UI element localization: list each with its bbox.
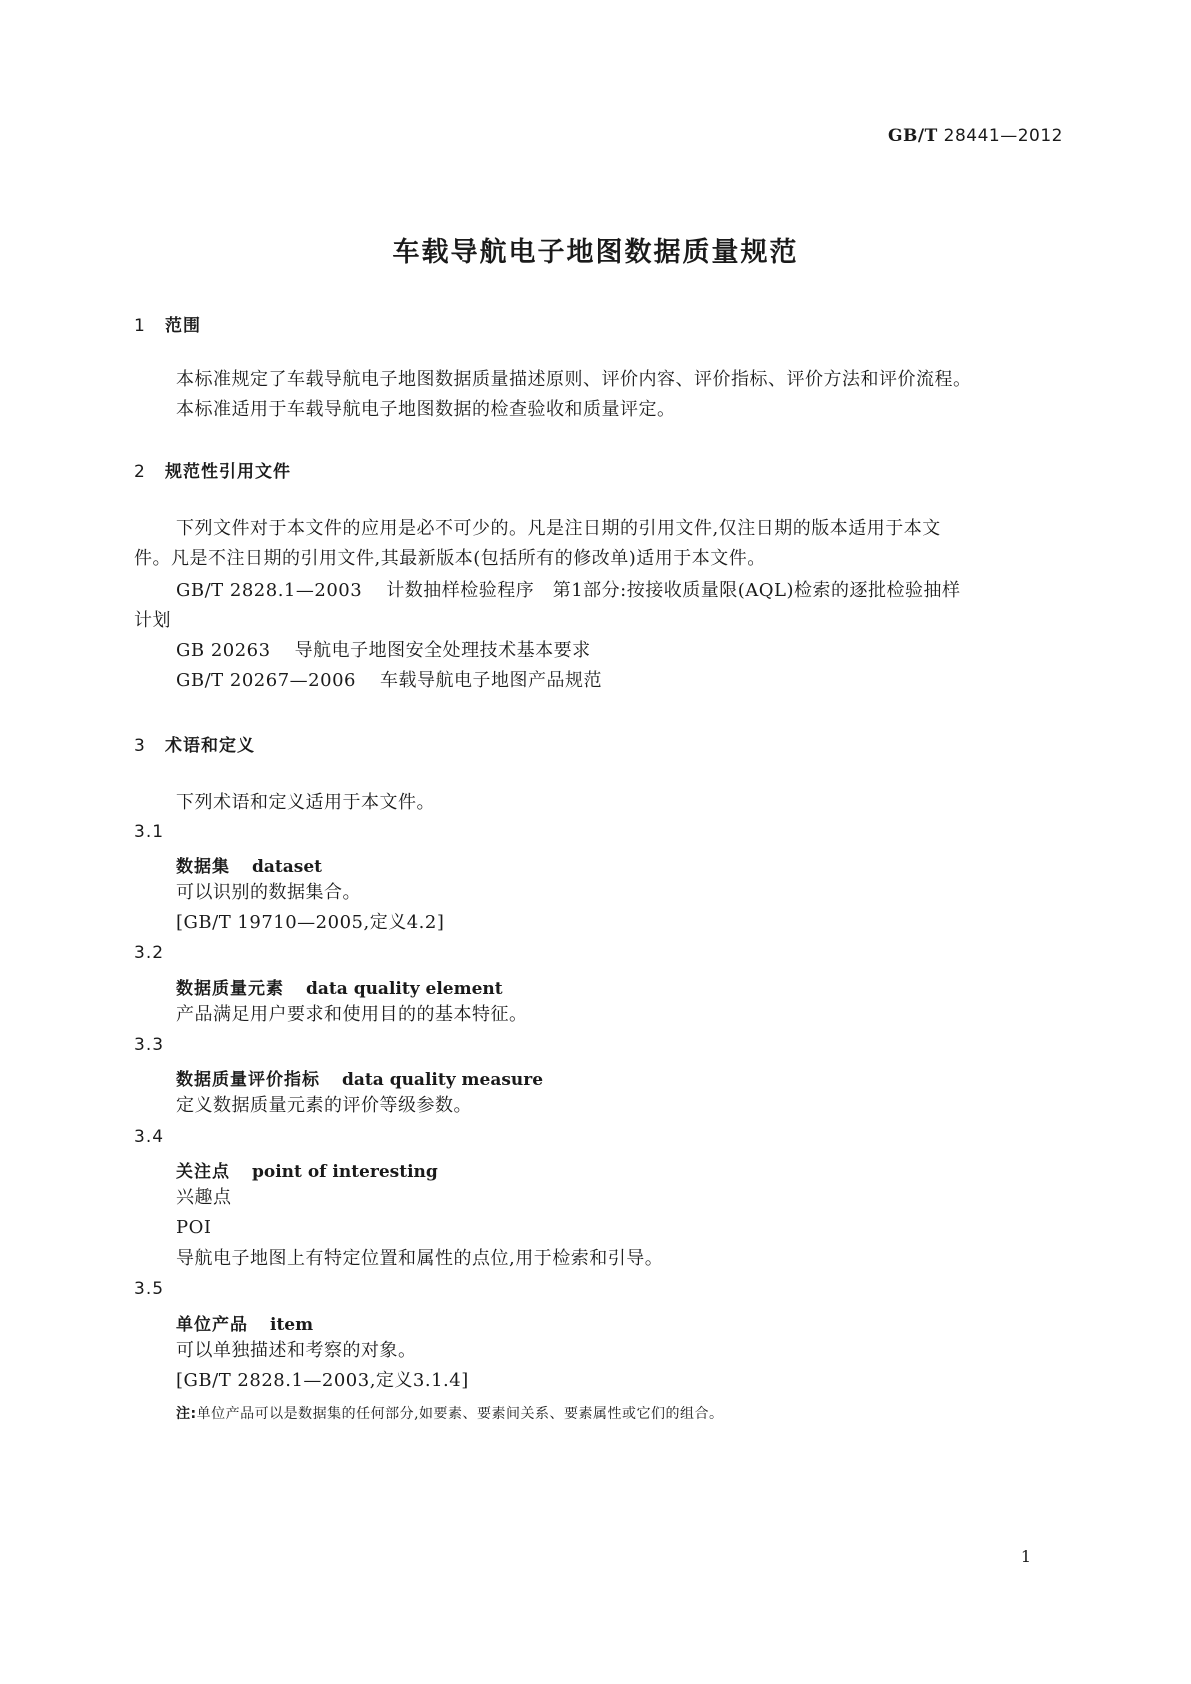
reference-2 [176,640,591,662]
term-number: 3.4 [134,1127,165,1147]
term-heading [176,1310,313,1335]
term-zh: 数据质量评价指标 [176,1070,320,1090]
term-zh: 单位产品 [176,1315,248,1335]
section-number: 1 [134,316,146,336]
section-number: 2 [134,462,146,482]
term-heading [176,852,322,877]
scope-line-1: 本标准规定了车载导航电子地图数据质量描述原则、评价内容、评价指标、评价方法和评价流程。 [176,369,972,390]
term-en: item [270,1315,314,1335]
term-number: 3.2 [134,943,165,963]
term-source: [GB/T 19710—2005,定义4.2] [176,912,445,933]
term-en: dataset [252,857,323,877]
section-1-heading [134,311,201,336]
reference-code: GB/T 2828.1—2003 [176,580,363,601]
term-en: point of interesting [252,1162,438,1182]
section-number: 3 [134,736,146,756]
term-heading [176,1065,543,1090]
note-text: 单位产品可以是数据集的任何部分,如要素、要素间关系、要素属性或它们的组合。 [196,1406,724,1422]
terms-intro: 下列术语和定义适用于本文件。 [176,792,435,813]
term-heading [176,1157,438,1182]
term-zh: 关注点 [176,1162,230,1182]
section-title: 范围 [165,316,201,336]
section-2-heading [134,457,291,482]
scope-line-2: 本标准适用于车载导航电子地图数据的检查验收和质量评定。 [176,399,676,420]
refs-intro-line-2: 件。凡是不注日期的引用文件,其最新版本(包括所有的修改单)适用于本文件。 [134,548,766,569]
term-note [176,1403,724,1423]
term-en: data quality element [306,979,503,999]
term-heading [176,974,503,999]
section-3-heading [134,731,255,756]
term-definition: 导航电子地图上有特定位置和属性的点位,用于检索和引导。 [176,1248,664,1269]
reference-3 [176,670,602,692]
term-number: 3.3 [134,1035,165,1055]
term-number: 3.1 [134,822,165,842]
page-number: 1 [1020,1547,1031,1566]
term-abbreviation: POI [176,1217,212,1238]
standard-code-number: 28441—2012 [943,126,1063,146]
term-definition: 可以单独描述和考察的对象。 [176,1340,417,1361]
note-label: 注: [176,1406,197,1422]
reference-1-continued: 计划 [134,610,171,631]
term-source: [GB/T 2828.1—2003,定义3.1.4] [176,1370,469,1391]
section-title: 术语和定义 [165,736,255,756]
term-alternative: 兴趣点 [176,1187,232,1208]
reference-code: GB 20263 [176,640,271,661]
term-definition: 定义数据质量元素的评价等级参数。 [176,1095,472,1116]
term-zh: 数据集 [176,857,230,877]
standard-code [888,126,1063,146]
reference-1 [176,580,960,602]
term-number: 3.5 [134,1279,165,1299]
section-title: 规范性引用文件 [165,462,291,482]
standard-code-prefix: GB/T [888,126,938,146]
term-definition: 产品满足用户要求和使用目的的基本特征。 [176,1004,528,1025]
document-title: 车载导航电子地图数据质量规范 [392,237,799,268]
refs-intro-line-1: 下列文件对于本文件的应用是必不可少的。凡是注日期的引用文件,仅注日期的版本适用于本文 [176,518,941,539]
term-en: data quality measure [342,1070,544,1090]
term-definition: 可以识别的数据集合。 [176,882,361,903]
reference-title: 导航电子地图安全处理技术基本要求 [294,640,591,661]
reference-title: 计数抽样检验程序 第1部分:按接收质量限(AQL)检索的逐批检验抽样 [386,580,961,601]
reference-code: GB/T 20267—2006 [176,670,356,691]
term-zh: 数据质量元素 [176,979,284,999]
reference-title: 车载导航电子地图产品规范 [379,670,602,691]
